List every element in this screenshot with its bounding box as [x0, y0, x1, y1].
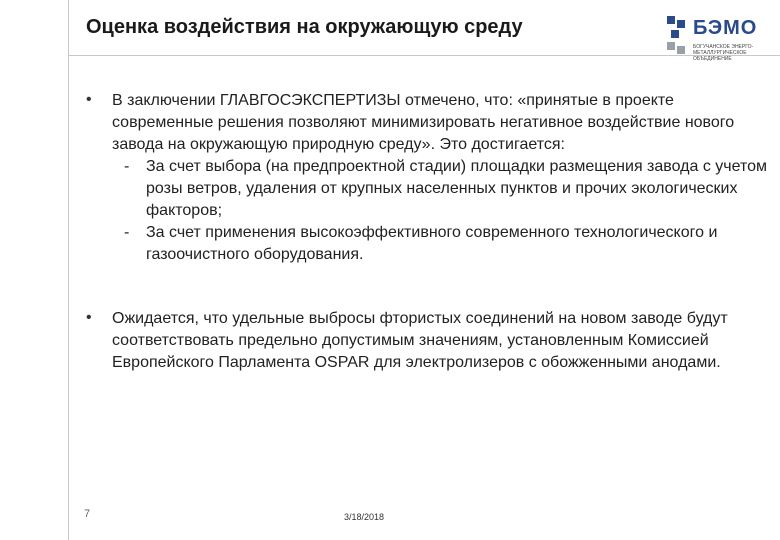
sub-item-1	[112, 156, 768, 222]
slide-content	[88, 90, 768, 374]
page-title: Оценка воздействия на окружающую среду	[86, 16, 523, 38]
logo-wordmark: БЭМО	[693, 17, 758, 39]
sub-item-1-text: За счет выбора (на предпроектной стадии) площадки размещения завода с учетом розы ветров, удаления от крупных населенных пунктов и прочих экологических факторов;	[146, 158, 768, 219]
vertical-rule	[68, 0, 69, 540]
bullet-marker: •	[86, 309, 92, 326]
logo-mark-icon	[665, 14, 689, 60]
sub-item-2-text: За счет применения высокоэффективного современного технологического и газоочистного оборудования.	[146, 224, 718, 263]
company-logo	[665, 12, 775, 72]
logo-subtitle: БОГУЧАНСКОЕ ЭНЕРГО-МЕТАЛЛУРГИЧЕСКОЕ ОБЪЕДИНЕНИЕ	[693, 44, 754, 62]
footer-date: 3/18/2018	[344, 512, 385, 522]
bullet-1-text: В заключении ГЛАВГОСЭКСПЕРТИЗЫ отмечено, что: «принятые в проекте современные решения позволяют минимизировать негативное воздействие нового завода на окружающую природную среду». Это достигается:	[112, 92, 735, 153]
bullet-1	[88, 90, 768, 266]
bullet-marker: •	[86, 91, 92, 108]
dash-marker: -	[124, 224, 130, 241]
slide-number: 7	[84, 508, 91, 520]
bullet-2-text: Ожидается, что удельные выбросы фтористых соединений на новом заводе будут соответствовать предельно допустимым значениям, установленным Комиссией Европейского Парламента OSPAR для электролизеров с обожженными анодами.	[112, 310, 728, 371]
dash-marker: -	[124, 158, 130, 175]
sub-item-2	[112, 222, 768, 266]
bullet-2	[88, 308, 768, 374]
